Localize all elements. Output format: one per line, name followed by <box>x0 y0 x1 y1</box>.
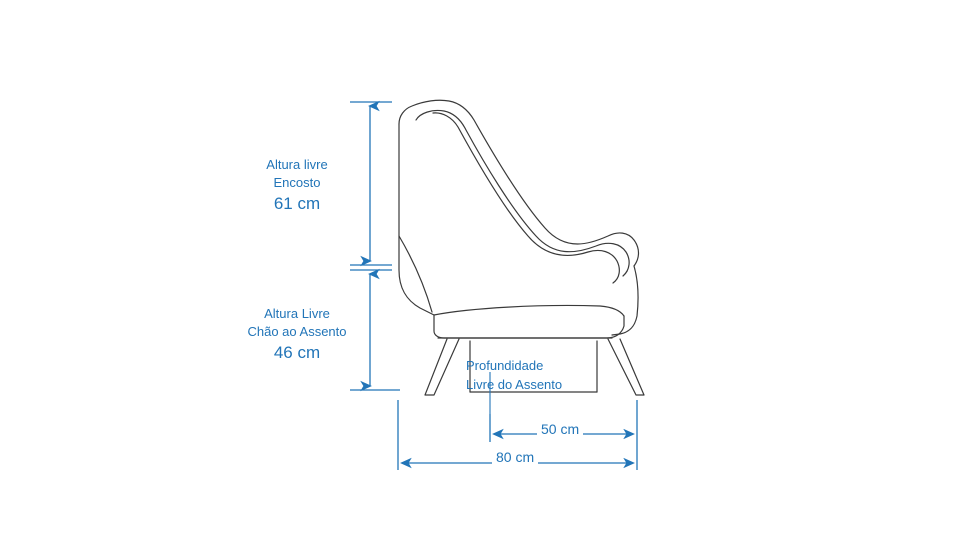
label-seat-height <box>232 305 362 365</box>
label-back-height-line1: Altura livre <box>266 157 328 172</box>
chair-outline <box>399 100 644 395</box>
label-depth-50: 50 cm <box>537 421 583 437</box>
chair-back-seam <box>416 110 629 276</box>
label-seat-height-line2: Chão ao Assento <box>247 323 347 339</box>
label-seat-depth <box>466 357 586 395</box>
chair-front-leg-left <box>425 339 459 395</box>
label-back-height <box>232 156 362 216</box>
chair-seat-body <box>434 315 624 338</box>
chair-front-arm-edge <box>612 266 638 335</box>
chair-rear-leg-right <box>608 339 644 395</box>
label-back-height-line2: Encosto <box>273 174 321 190</box>
label-seat-depth-line2: Livre do Assento <box>466 376 563 392</box>
chair-back-left-edge <box>399 124 434 315</box>
label-width-80: 80 cm <box>492 449 538 465</box>
label-seat-height-line1: Altura Livre <box>264 306 330 321</box>
chair-seat-top <box>434 305 624 316</box>
label-seat-height-value: 46 cm <box>273 343 321 363</box>
chair-inner-seam <box>399 236 432 312</box>
chair-back-top-edge <box>399 100 639 266</box>
label-back-height-value: 61 cm <box>273 194 321 214</box>
chair-back-seam-inner <box>433 113 619 283</box>
label-seat-depth-line1: Profundidade <box>466 358 544 373</box>
